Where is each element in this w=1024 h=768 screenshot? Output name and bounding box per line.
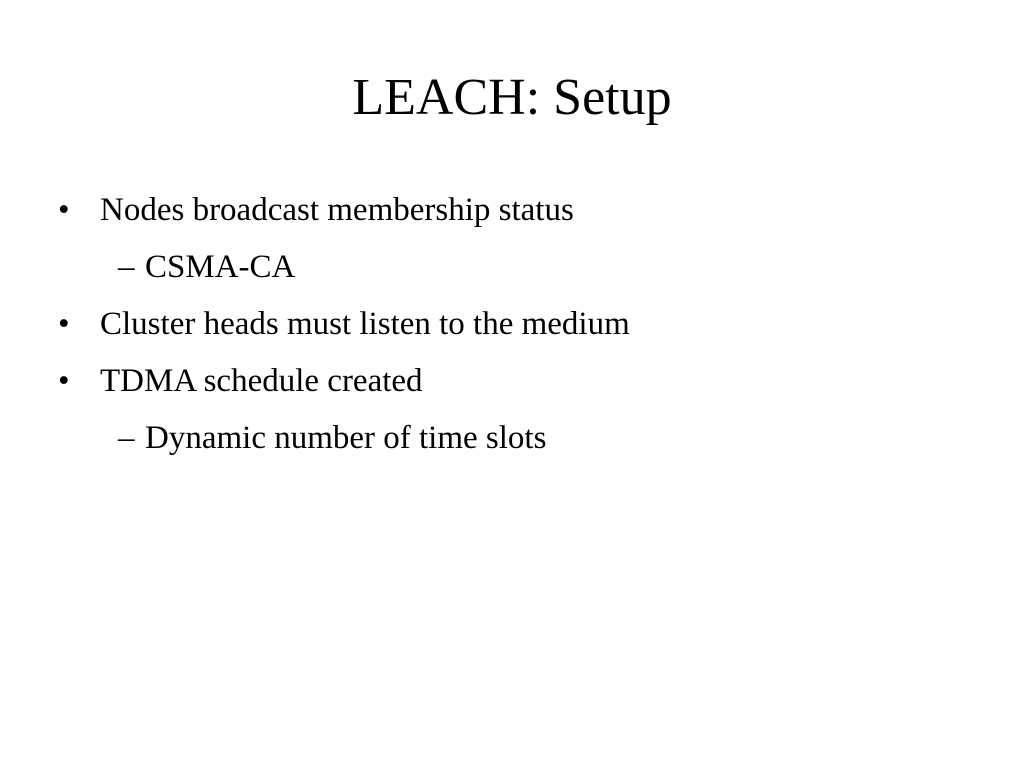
bullet-marker: •: [58, 363, 70, 399]
sub-bullet-item: [0, 245, 1024, 289]
sub-bullet-marker: –: [118, 249, 135, 285]
bullet-text: Nodes broadcast membership status: [100, 192, 574, 228]
bullet-text: Cluster heads must listen to the medium: [100, 306, 630, 342]
bullet-list: [0, 188, 1024, 473]
bullet-item: [0, 302, 1024, 346]
sub-bullet-marker: –: [118, 420, 135, 456]
sub-bullet-text: CSMA-CA: [145, 249, 296, 285]
bullet-marker: •: [58, 306, 70, 342]
bullet-marker: •: [58, 192, 70, 228]
sub-bullet-item: [0, 416, 1024, 460]
sub-bullet-text: Dynamic number of time slots: [145, 420, 547, 456]
bullet-item: [0, 188, 1024, 232]
bullet-item: [0, 359, 1024, 403]
slide-title: LEACH: Setup: [352, 69, 672, 126]
bullet-text: TDMA schedule created: [100, 363, 423, 399]
